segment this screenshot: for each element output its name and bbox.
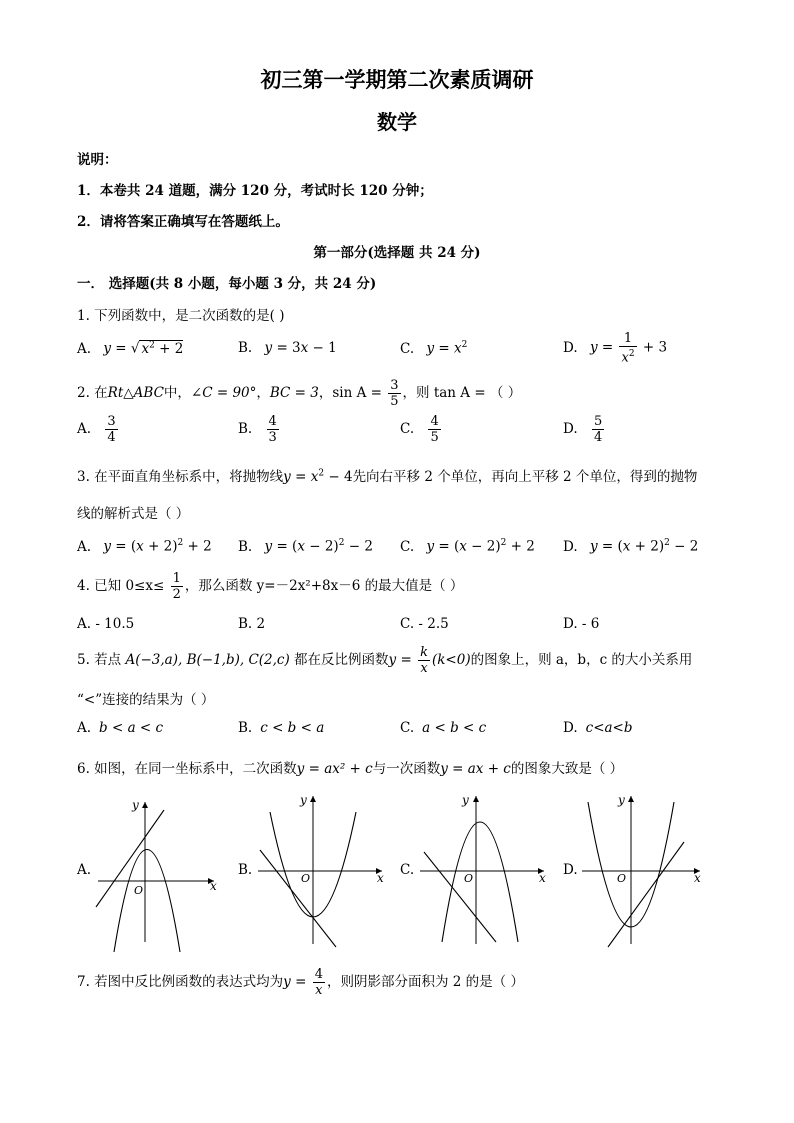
q3-option-a: A. $y = (x + 2)^2 + 2$ [77, 538, 212, 555]
q2-prefix: 2. 在 [77, 385, 108, 401]
q5-option-a [77, 720, 163, 736]
q6-option-d-label: D. [563, 862, 578, 878]
q6-option-b-label: B. [238, 862, 253, 878]
q5-text: 都在反比例函数 [294, 652, 389, 668]
fraction-numerator: 5 [593, 414, 603, 429]
q4-option-a: A. - 10.5 [77, 616, 135, 632]
q2-option-b [238, 414, 281, 445]
fraction-denominator: 2 [172, 587, 181, 602]
q6-graph-a [92, 792, 222, 952]
fraction-denominator: 4 [593, 430, 603, 445]
q6-linear: y = ax + c [440, 761, 511, 777]
y-axis-label: y [618, 793, 625, 807]
origin-label: O [464, 872, 474, 885]
q5-tail: 的图象上，则 a，b，c 的大小关系用 [470, 652, 693, 668]
q4-option-b: B. 2 [238, 616, 266, 632]
fraction-denominator: x [420, 661, 428, 676]
option-label: B. [238, 421, 253, 437]
q3-option-d: D. $y = (x + 2)^2 - 2$ [563, 538, 699, 555]
q2-text: 中， [163, 385, 191, 401]
linear-line [260, 850, 336, 947]
fraction-numerator: 3 [107, 414, 116, 429]
option-label: B. [238, 538, 253, 555]
y-axis-label: y [132, 798, 139, 812]
q5-y: y = [388, 652, 412, 668]
fraction-numerator: 1 [172, 571, 181, 586]
fraction-numerator: 4 [314, 967, 323, 982]
q6-stem [77, 757, 623, 777]
q3-text: 先向右平移 2 个单位，再向上平移 2 个单位，得到的抛物 [352, 469, 698, 485]
option-value: a < b < c [422, 720, 487, 736]
q2-bc: BC = 3 [269, 385, 319, 401]
x-axis-label: x [210, 879, 217, 893]
fraction-denominator: 5 [390, 394, 399, 409]
fraction-denominator: 5 [430, 430, 439, 445]
q1-option-b: B. y = 3x − 1 [238, 340, 337, 356]
q6-option-c-label: C. [400, 862, 415, 878]
q2-fraction [388, 378, 400, 409]
q3-option-c: C. $y = (x - 2)^2 + 2$ [400, 538, 535, 555]
option-value: c<a<b [585, 720, 633, 736]
option-label: D. [563, 421, 578, 437]
x-axis-label: x [377, 871, 384, 885]
subject-title: 数学 [377, 110, 417, 134]
q4-option-d: D. - 6 [563, 616, 600, 632]
q5-condition: (k<0) [431, 652, 471, 668]
option-label: C. [400, 538, 415, 555]
parabola-curve [114, 850, 180, 953]
q5-line1 [77, 645, 692, 676]
q7-y: y = [283, 974, 307, 990]
q4-stem [77, 571, 463, 602]
section-heading: 一． 选择题(共 8 小题，每小题 3 分，共 24 分) [77, 276, 377, 292]
option-label: B. [238, 340, 253, 356]
note-item-2: 2．请将答案正确填写在答题纸上。 [77, 214, 289, 230]
q2-angle: ∠C = 90° [190, 385, 257, 401]
notes-heading: 说明： [77, 152, 118, 168]
origin-label: O [617, 872, 627, 885]
q2-option-a [77, 414, 120, 445]
option-label: D. [563, 339, 578, 356]
q6-graph-d [576, 792, 711, 952]
fraction-denominator: x [315, 983, 323, 998]
q5-prefix: 5. 若点 [77, 652, 122, 668]
origin-label: O [134, 884, 144, 897]
q6-graph-c [414, 792, 549, 952]
y-axis-label: y [300, 793, 307, 807]
q6-prefix: 6. 如图，在同一坐标系中，二次函数 [77, 761, 297, 777]
linear-line [608, 842, 684, 947]
q2-option-d [563, 414, 606, 445]
q2-stem [77, 378, 521, 409]
exam-title: 初三第一学期第二次素质调研 [260, 67, 534, 92]
note-item-1: 1．本卷共 24 道题，满分 120 分，考试时长 120 分钟； [77, 183, 433, 199]
q5-option-c [400, 720, 486, 736]
option-label: C. [400, 421, 415, 437]
q1-option-c: C. $y = x^2$ [400, 340, 468, 357]
q3-line2: 线的解析式是（ ） [77, 506, 190, 522]
q3-text: 3. 在平面直角坐标系中，将抛物线 [77, 469, 284, 485]
option-label: A. [77, 421, 92, 437]
q2-text: ， [318, 385, 333, 401]
q1-option-d: D. y = $\frac{1}{x^2}$ + 3 [563, 331, 668, 366]
q6-option-a-label: A. [77, 862, 92, 878]
x-axis-label: x [694, 871, 701, 885]
q3-line1: 3. 在平面直角坐标系中，将抛物线$y = x^2 - 4$先向右平移 2 个单位，再向上平移 2 个单位，得到的抛物 [77, 468, 698, 485]
q7-prefix: 7. 若图中反比例函数的表达式均为 [77, 974, 284, 990]
option-label: D. [563, 538, 578, 555]
q5-option-b [238, 720, 324, 736]
q1-option-a: A. y = √ $x^2 + 2$ [77, 340, 184, 357]
q5-option-d [563, 720, 633, 736]
q3-option-b: B. $y = (x - 2)^2 - 2$ [238, 538, 373, 555]
option-label: C. [400, 720, 415, 736]
part1-heading: 第一部分(选择题 共 24 分) [313, 245, 481, 261]
origin-label: O [301, 872, 311, 885]
option-value: b < a < c [99, 720, 164, 736]
q6-tail: 的图象大致是（ ） [510, 761, 624, 777]
option-value: c < b < a [260, 720, 325, 736]
linear-line [424, 852, 496, 942]
q1-stem: 1. 下列函数中，是二次函数的是( ) [77, 308, 285, 324]
q2-text: ， [256, 385, 270, 401]
option-label: C. [400, 340, 415, 357]
q6-text: 与一次函数 [372, 761, 441, 777]
option-label: A. [77, 720, 92, 736]
q2-tail: ，则 tan A = （ ） [402, 385, 522, 401]
q7-tail: ，则阴影部分面积为 2 的是（ ） [326, 974, 524, 990]
q2-sin: sin A = [332, 385, 382, 401]
q4-option-c: C. - 2.5 [400, 616, 449, 632]
q7-stem [77, 967, 524, 998]
y-axis-label: y [462, 793, 469, 807]
q5-line2: “<”连接的结果为（ ） [77, 692, 215, 708]
q2-triangle: Rt△ABC [107, 385, 164, 401]
q4-prefix: 4. 已知 0≤x≤ [77, 578, 165, 594]
fraction-denominator: 4 [107, 430, 116, 445]
fraction-numerator: 4 [430, 414, 439, 429]
option-label: A. [77, 340, 92, 357]
fraction-numerator: 3 [390, 378, 399, 393]
q2-option-c [400, 414, 443, 445]
parabola-curve [442, 822, 518, 942]
option-label: A. [77, 538, 92, 555]
fraction-numerator: k [420, 645, 428, 660]
linear-line [96, 810, 164, 907]
q6-quadratic: y = ax² + c [296, 761, 373, 777]
x-axis-label: x [539, 871, 546, 885]
q6-graph-b [252, 792, 387, 952]
q4-tail: ，那么函数 y=－2x²+8x－6 的最大值是（ ） [184, 578, 464, 594]
q5-points: A(−3,a), B(−1,b), C(2,c) [125, 652, 290, 668]
option-label: B. [238, 720, 253, 736]
option-label: D. [563, 720, 578, 736]
fraction-denominator: 3 [268, 430, 277, 445]
fraction-numerator: 4 [268, 414, 277, 429]
